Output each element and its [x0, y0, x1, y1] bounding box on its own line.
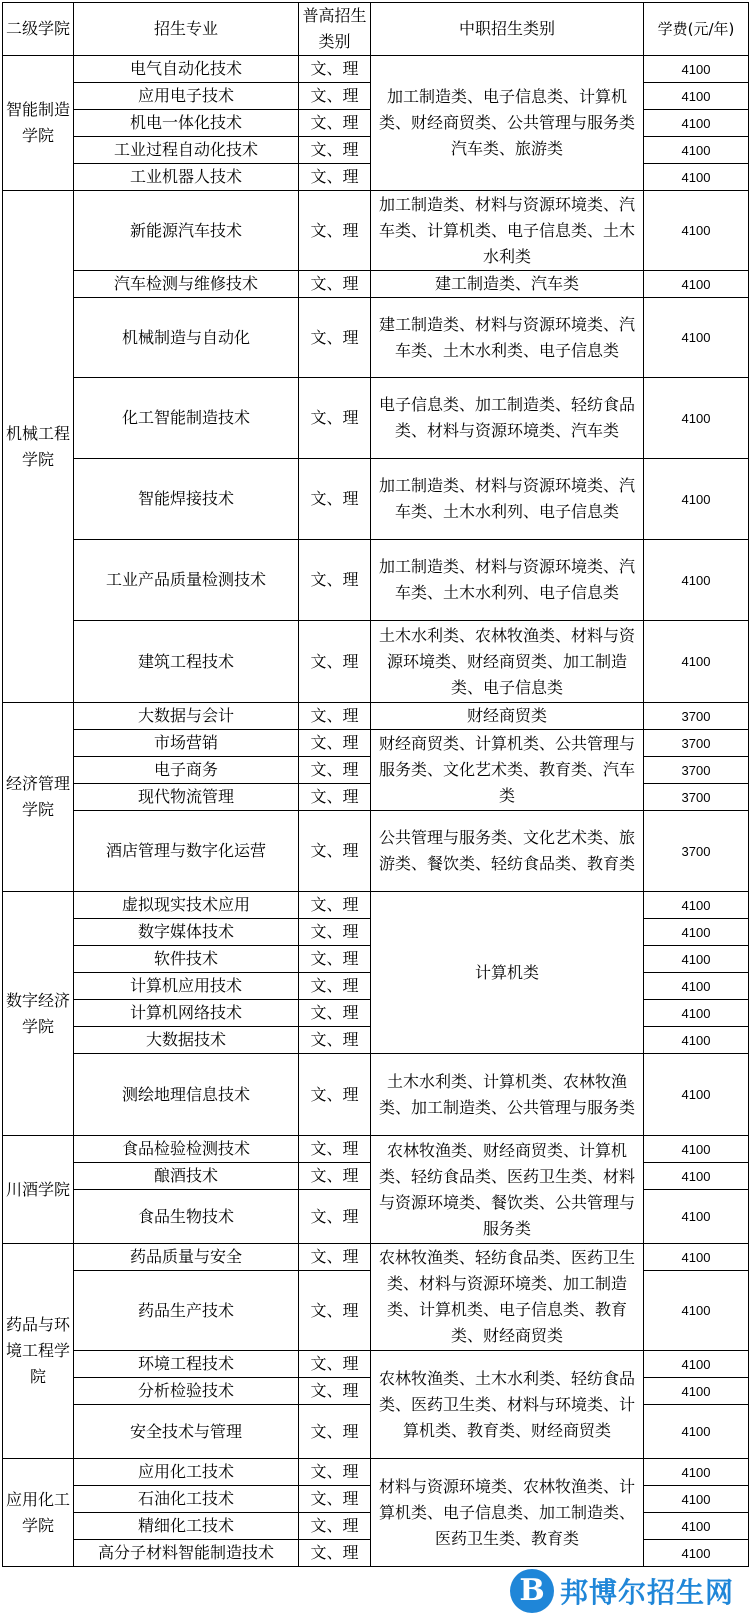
major-cell: 建筑工程技术: [74, 621, 299, 703]
header-fee: 学费(元/年): [644, 3, 749, 56]
major-cell: 汽车检测与维修技术: [74, 271, 299, 298]
major-cell: 现代物流管理: [74, 784, 299, 811]
vocational-cell: 公共管理与服务类、文化艺术类、旅游类、餐饮类、轻纺食品类、教育类: [371, 811, 644, 892]
college-name: 川酒学院: [3, 1136, 74, 1244]
watermark-logo-icon: B: [510, 1569, 554, 1613]
major-cell: 虚拟现实技术应用: [74, 892, 299, 919]
type-cell: 文、理: [299, 298, 371, 378]
type-cell: 文、理: [299, 378, 371, 459]
table-row: [3, 1459, 749, 1486]
fee-cell: 4100: [644, 56, 749, 83]
type-cell: 文、理: [299, 1244, 371, 1271]
fee-cell: 4100: [644, 1271, 749, 1351]
type-cell: 文、理: [299, 1054, 371, 1136]
fee-cell: 4100: [644, 1000, 749, 1027]
fee-cell: 4100: [644, 919, 749, 946]
fee-cell: 4100: [644, 164, 749, 191]
major-cell: 石油化工技术: [74, 1486, 299, 1513]
type-cell: 文、理: [299, 1540, 371, 1567]
type-cell: 文、理: [299, 784, 371, 811]
major-cell: 电子商务: [74, 757, 299, 784]
major-cell: 数字媒体技术: [74, 919, 299, 946]
major-cell: 计算机网络技术: [74, 1000, 299, 1027]
fee-cell: 4100: [644, 1163, 749, 1190]
fee-cell: 4100: [644, 459, 749, 540]
college-name: 数字经济学院: [3, 892, 74, 1136]
fee-cell: 4100: [644, 1405, 749, 1459]
fee-cell: 4100: [644, 1378, 749, 1405]
fee-cell: 4100: [644, 378, 749, 459]
fee-cell: 4100: [644, 540, 749, 621]
table-row: [3, 191, 749, 271]
major-cell: 分析检验技术: [74, 1378, 299, 1405]
type-cell: 文、理: [299, 83, 371, 110]
fee-cell: 4100: [644, 1351, 749, 1378]
college-name: 药品与环境工程学院: [3, 1244, 74, 1459]
fee-cell: 3700: [644, 703, 749, 730]
watermark: [510, 1565, 750, 1617]
major-cell: 酒店管理与数字化运营: [74, 811, 299, 892]
table-row: [3, 730, 749, 757]
fee-cell: 4100: [644, 137, 749, 164]
vocational-cell: 加工制造类、材料与资源环境类、汽车类、土木水利列、电子信息类: [371, 540, 644, 621]
type-cell: 文、理: [299, 621, 371, 703]
type-cell: 文、理: [299, 1486, 371, 1513]
major-cell: 环境工程技术: [74, 1351, 299, 1378]
type-cell: 文、理: [299, 1163, 371, 1190]
fee-cell: 3700: [644, 784, 749, 811]
major-cell: 工业产品质量检测技术: [74, 540, 299, 621]
fee-cell: 3700: [644, 757, 749, 784]
vocational-cell: 加工制造类、材料与资源环境类、汽车类、计算机类、电子信息类、土木水利类: [371, 191, 644, 271]
fee-cell: 4100: [644, 1244, 749, 1271]
vocational-cell: 农林牧渔类、轻纺食品类、医药卫生类、材料与资源环境类、加工制造类、计算机类、电子信息类、教育类、财经商贸类: [371, 1244, 644, 1351]
vocational-cell: 土木水利类、农林牧渔类、材料与资源环境类、财经商贸类、加工制造类、电子信息类: [371, 621, 644, 703]
type-cell: 文、理: [299, 137, 371, 164]
fee-cell: 4100: [644, 110, 749, 137]
type-cell: 文、理: [299, 757, 371, 784]
watermark-text: 邦博尔招生网: [560, 1576, 735, 1609]
major-cell: 机械制造与自动化: [74, 298, 299, 378]
table-row: [3, 621, 749, 703]
major-cell: 工业过程自动化技术: [74, 137, 299, 164]
type-cell: 文、理: [299, 973, 371, 1000]
header-college: 二级学院: [3, 3, 74, 56]
type-cell: 文、理: [299, 56, 371, 83]
major-cell: 食品生物技术: [74, 1190, 299, 1244]
fee-cell: 3700: [644, 730, 749, 757]
college-name: 机械工程学院: [3, 191, 74, 703]
type-cell: 文、理: [299, 164, 371, 191]
vocational-cell: 财经商贸类: [371, 703, 644, 730]
type-cell: 文、理: [299, 1513, 371, 1540]
type-cell: 文、理: [299, 811, 371, 892]
vocational-line: 加工制造类、电子信息类、计算机类、财经商贸类、公共管理与服务类: [378, 87, 635, 132]
table-row: [3, 1351, 749, 1378]
table-row: [3, 892, 749, 919]
header-vocational: 中职招生类别: [371, 3, 644, 56]
major-cell: 工业机器人技术: [74, 164, 299, 191]
college-name: 智能制造学院: [3, 56, 74, 191]
major-cell: 酿酒技术: [74, 1163, 299, 1190]
type-cell: 文、理: [299, 892, 371, 919]
major-cell: 大数据与会计: [74, 703, 299, 730]
table-row: [3, 1136, 749, 1163]
fee-cell: 4100: [644, 271, 749, 298]
type-cell: 文、理: [299, 110, 371, 137]
fee-cell: 4100: [644, 1054, 749, 1136]
major-cell: 智能焊接技术: [74, 459, 299, 540]
table-row: [3, 1244, 749, 1271]
vocational-cell: 材料与资源环境类、农林牧渔类、计算机类、电子信息类、加工制造类、医药卫生类、教育类: [371, 1459, 644, 1567]
vocational-cell: 电子信息类、加工制造类、轻纺食品类、材料与资源环境类、汽车类: [371, 378, 644, 459]
vocational-cell: 土木水利类、计算机类、农林牧渔类、加工制造类、公共管理与服务类: [371, 1054, 644, 1136]
vocational-cell: 建工制造类、材料与资源环境类、汽车类、土木水利类、电子信息类: [371, 298, 644, 378]
type-cell: 文、理: [299, 1190, 371, 1244]
major-cell: 安全技术与管理: [74, 1405, 299, 1459]
fee-cell: 4100: [644, 946, 749, 973]
fee-cell: 4100: [644, 1513, 749, 1540]
table-row: [3, 298, 749, 378]
major-cell: 大数据技术: [74, 1027, 299, 1054]
fee-cell: 4100: [644, 1459, 749, 1486]
fee-cell: 3700: [644, 811, 749, 892]
major-cell: 机电一体化技术: [74, 110, 299, 137]
major-cell: 计算机应用技术: [74, 973, 299, 1000]
header-type: 普高招生类别: [299, 3, 371, 56]
type-cell: 文、理: [299, 1405, 371, 1459]
major-cell: 测绘地理信息技术: [74, 1054, 299, 1136]
header-row: [3, 3, 749, 56]
fee-cell: 4100: [644, 892, 749, 919]
table-row: [3, 811, 749, 892]
type-cell: 文、理: [299, 919, 371, 946]
vocational-cell: 建工制造类、汽车类: [371, 271, 644, 298]
admission-table: [2, 2, 749, 1567]
type-cell: 文、理: [299, 1000, 371, 1027]
major-cell: 药品质量与安全: [74, 1244, 299, 1271]
major-cell: 软件技术: [74, 946, 299, 973]
fee-cell: 4100: [644, 83, 749, 110]
fee-cell: 4100: [644, 1190, 749, 1244]
vocational-cell: 农林牧渔类、财经商贸类、计算机类、轻纺食品类、医药卫生类、材料与资源环境类、餐饮类、公共管理与服务类: [371, 1136, 644, 1244]
major-cell: 化工智能制造技术: [74, 378, 299, 459]
type-cell: 文、理: [299, 946, 371, 973]
table-row: [3, 1054, 749, 1136]
fee-cell: 4100: [644, 191, 749, 271]
table-row: [3, 378, 749, 459]
major-cell: 食品检验检测技术: [74, 1136, 299, 1163]
fee-cell: 4100: [644, 1486, 749, 1513]
college-name: 经济管理学院: [3, 703, 74, 892]
vocational-cell: 计算机类: [371, 892, 644, 1054]
vocational-line: 汽车类、旅游类: [450, 139, 563, 158]
major-cell: 高分子材料智能制造技术: [74, 1540, 299, 1567]
fee-cell: 4100: [644, 621, 749, 703]
type-cell: 文、理: [299, 459, 371, 540]
fee-cell: 4100: [644, 1027, 749, 1054]
type-cell: 文、理: [299, 1136, 371, 1163]
type-cell: 文、理: [299, 191, 371, 271]
table-row: [3, 459, 749, 540]
fee-cell: 4100: [644, 973, 749, 1000]
fee-cell: 4100: [644, 1136, 749, 1163]
type-cell: 文、理: [299, 1271, 371, 1351]
vocational-cell: 财经商贸类、计算机类、公共管理与服务类、文化艺术类、教育类、汽车类: [371, 730, 644, 811]
table-row: [3, 56, 749, 83]
type-cell: 文、理: [299, 1027, 371, 1054]
table-row: [3, 271, 749, 298]
vocational-cell: [371, 56, 644, 191]
vocational-cell: 农林牧渔类、土木水利类、轻纺食品类、医药卫生类、材料与环境类、计算机类、教育类、财经商贸类: [371, 1351, 644, 1459]
type-cell: 文、理: [299, 730, 371, 757]
fee-cell: 4100: [644, 298, 749, 378]
major-cell: 精细化工技术: [74, 1513, 299, 1540]
major-cell: 新能源汽车技术: [74, 191, 299, 271]
type-cell: 文、理: [299, 271, 371, 298]
vocational-cell: 加工制造类、材料与资源环境类、汽车类、土木水利列、电子信息类: [371, 459, 644, 540]
table-row: [3, 703, 749, 730]
major-cell: 应用电子技术: [74, 83, 299, 110]
type-cell: 文、理: [299, 703, 371, 730]
type-cell: 文、理: [299, 1351, 371, 1378]
type-cell: 文、理: [299, 1378, 371, 1405]
major-cell: 药品生产技术: [74, 1271, 299, 1351]
table-row: [3, 540, 749, 621]
header-major: 招生专业: [74, 3, 299, 56]
major-cell: 市场营销: [74, 730, 299, 757]
fee-cell: 4100: [644, 1540, 749, 1567]
major-cell: 电气自动化技术: [74, 56, 299, 83]
type-cell: 文、理: [299, 540, 371, 621]
major-cell: 应用化工技术: [74, 1459, 299, 1486]
type-cell: 文、理: [299, 1459, 371, 1486]
college-name: 应用化工学院: [3, 1459, 74, 1567]
